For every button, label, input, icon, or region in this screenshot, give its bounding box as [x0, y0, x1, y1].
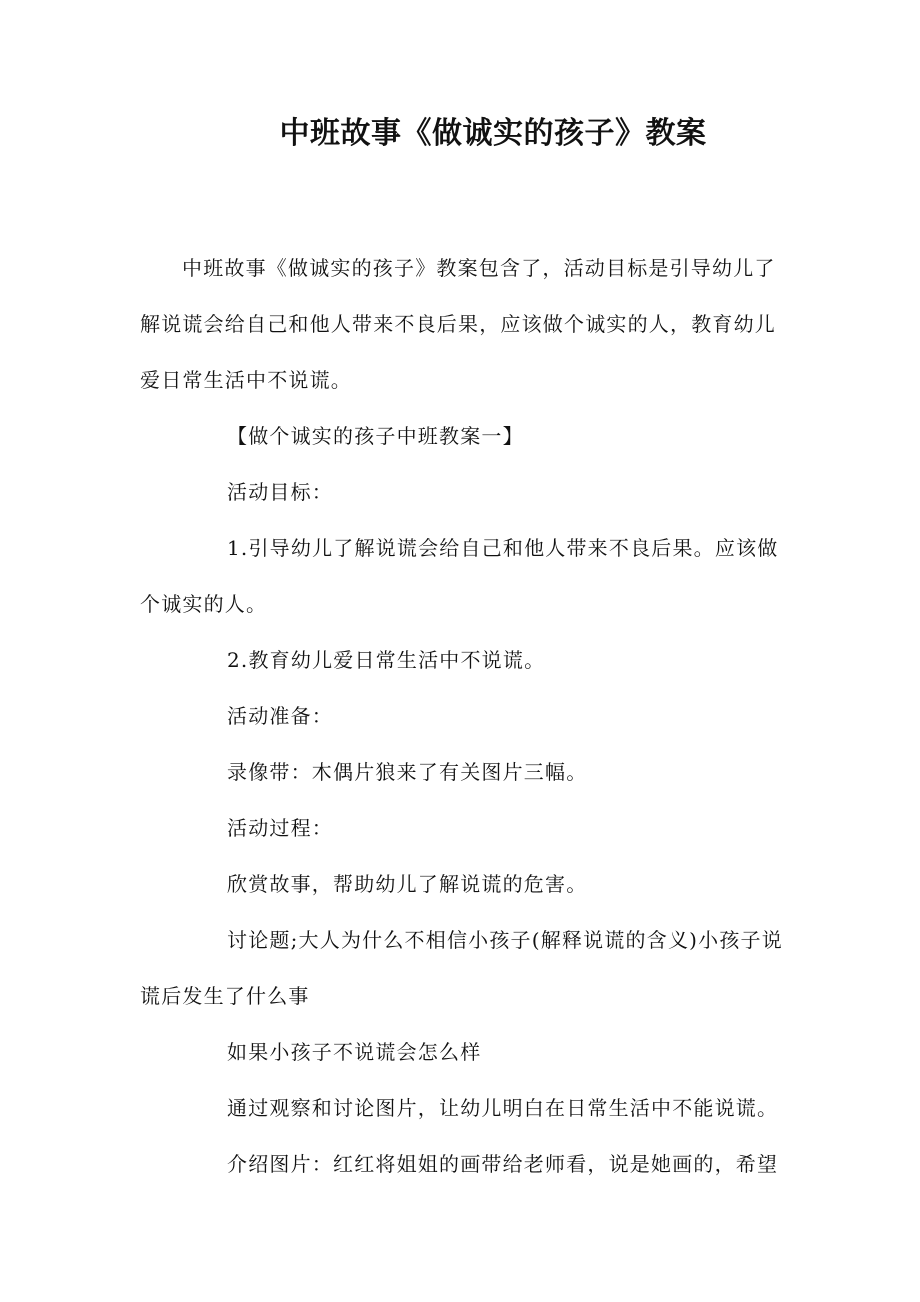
paragraph-preparation-heading: 活动准备：: [227, 704, 333, 728]
paragraph-section-heading: 【做个诚实的孩子中班教案一】: [227, 424, 524, 448]
paragraph-observation: 通过观察和讨论图片，让幼儿明白在日常生活中不能说谎。: [227, 1096, 779, 1120]
paragraph-discussion: 讨论题;大人为什么不相信小孩子(解释说谎的含义)小孩子说谎后发生了什么事: [140, 928, 783, 1008]
paragraph-picture-intro: 介绍图片：红红将姐姐的画带给老师看，说是她画的，希望: [227, 1152, 779, 1176]
paragraph-goals-heading: 活动目标：: [227, 480, 333, 504]
paragraph-process-heading: 活动过程：: [227, 816, 333, 840]
paragraph-question: 如果小孩子不说谎会怎么样: [227, 1040, 482, 1064]
paragraph-goal-1: 1.引导幼儿了解说谎会给自己和他人带来不良后果。应该做个诚实的人。: [140, 536, 779, 616]
document-title: 中班故事《做诚实的孩子》教案: [279, 116, 707, 151]
document-body: [140, 240, 790, 1192]
paragraph-intro: 中班故事《做诚实的孩子》教案包含了，活动目标是引导幼儿了解说谎会给自己和他人带来不良后果，应该做个诚实的人，教育幼儿爱日常生活中不说谎。: [140, 256, 776, 392]
paragraph-process-step-1: 欣赏故事，帮助幼儿了解说谎的危害。: [227, 872, 588, 896]
paragraph-preparation-item: 录像带：木偶片狼来了有关图片三幅。: [227, 760, 588, 784]
paragraph-goal-2: 2.教育幼儿爱日常生活中不说谎。: [227, 648, 546, 672]
